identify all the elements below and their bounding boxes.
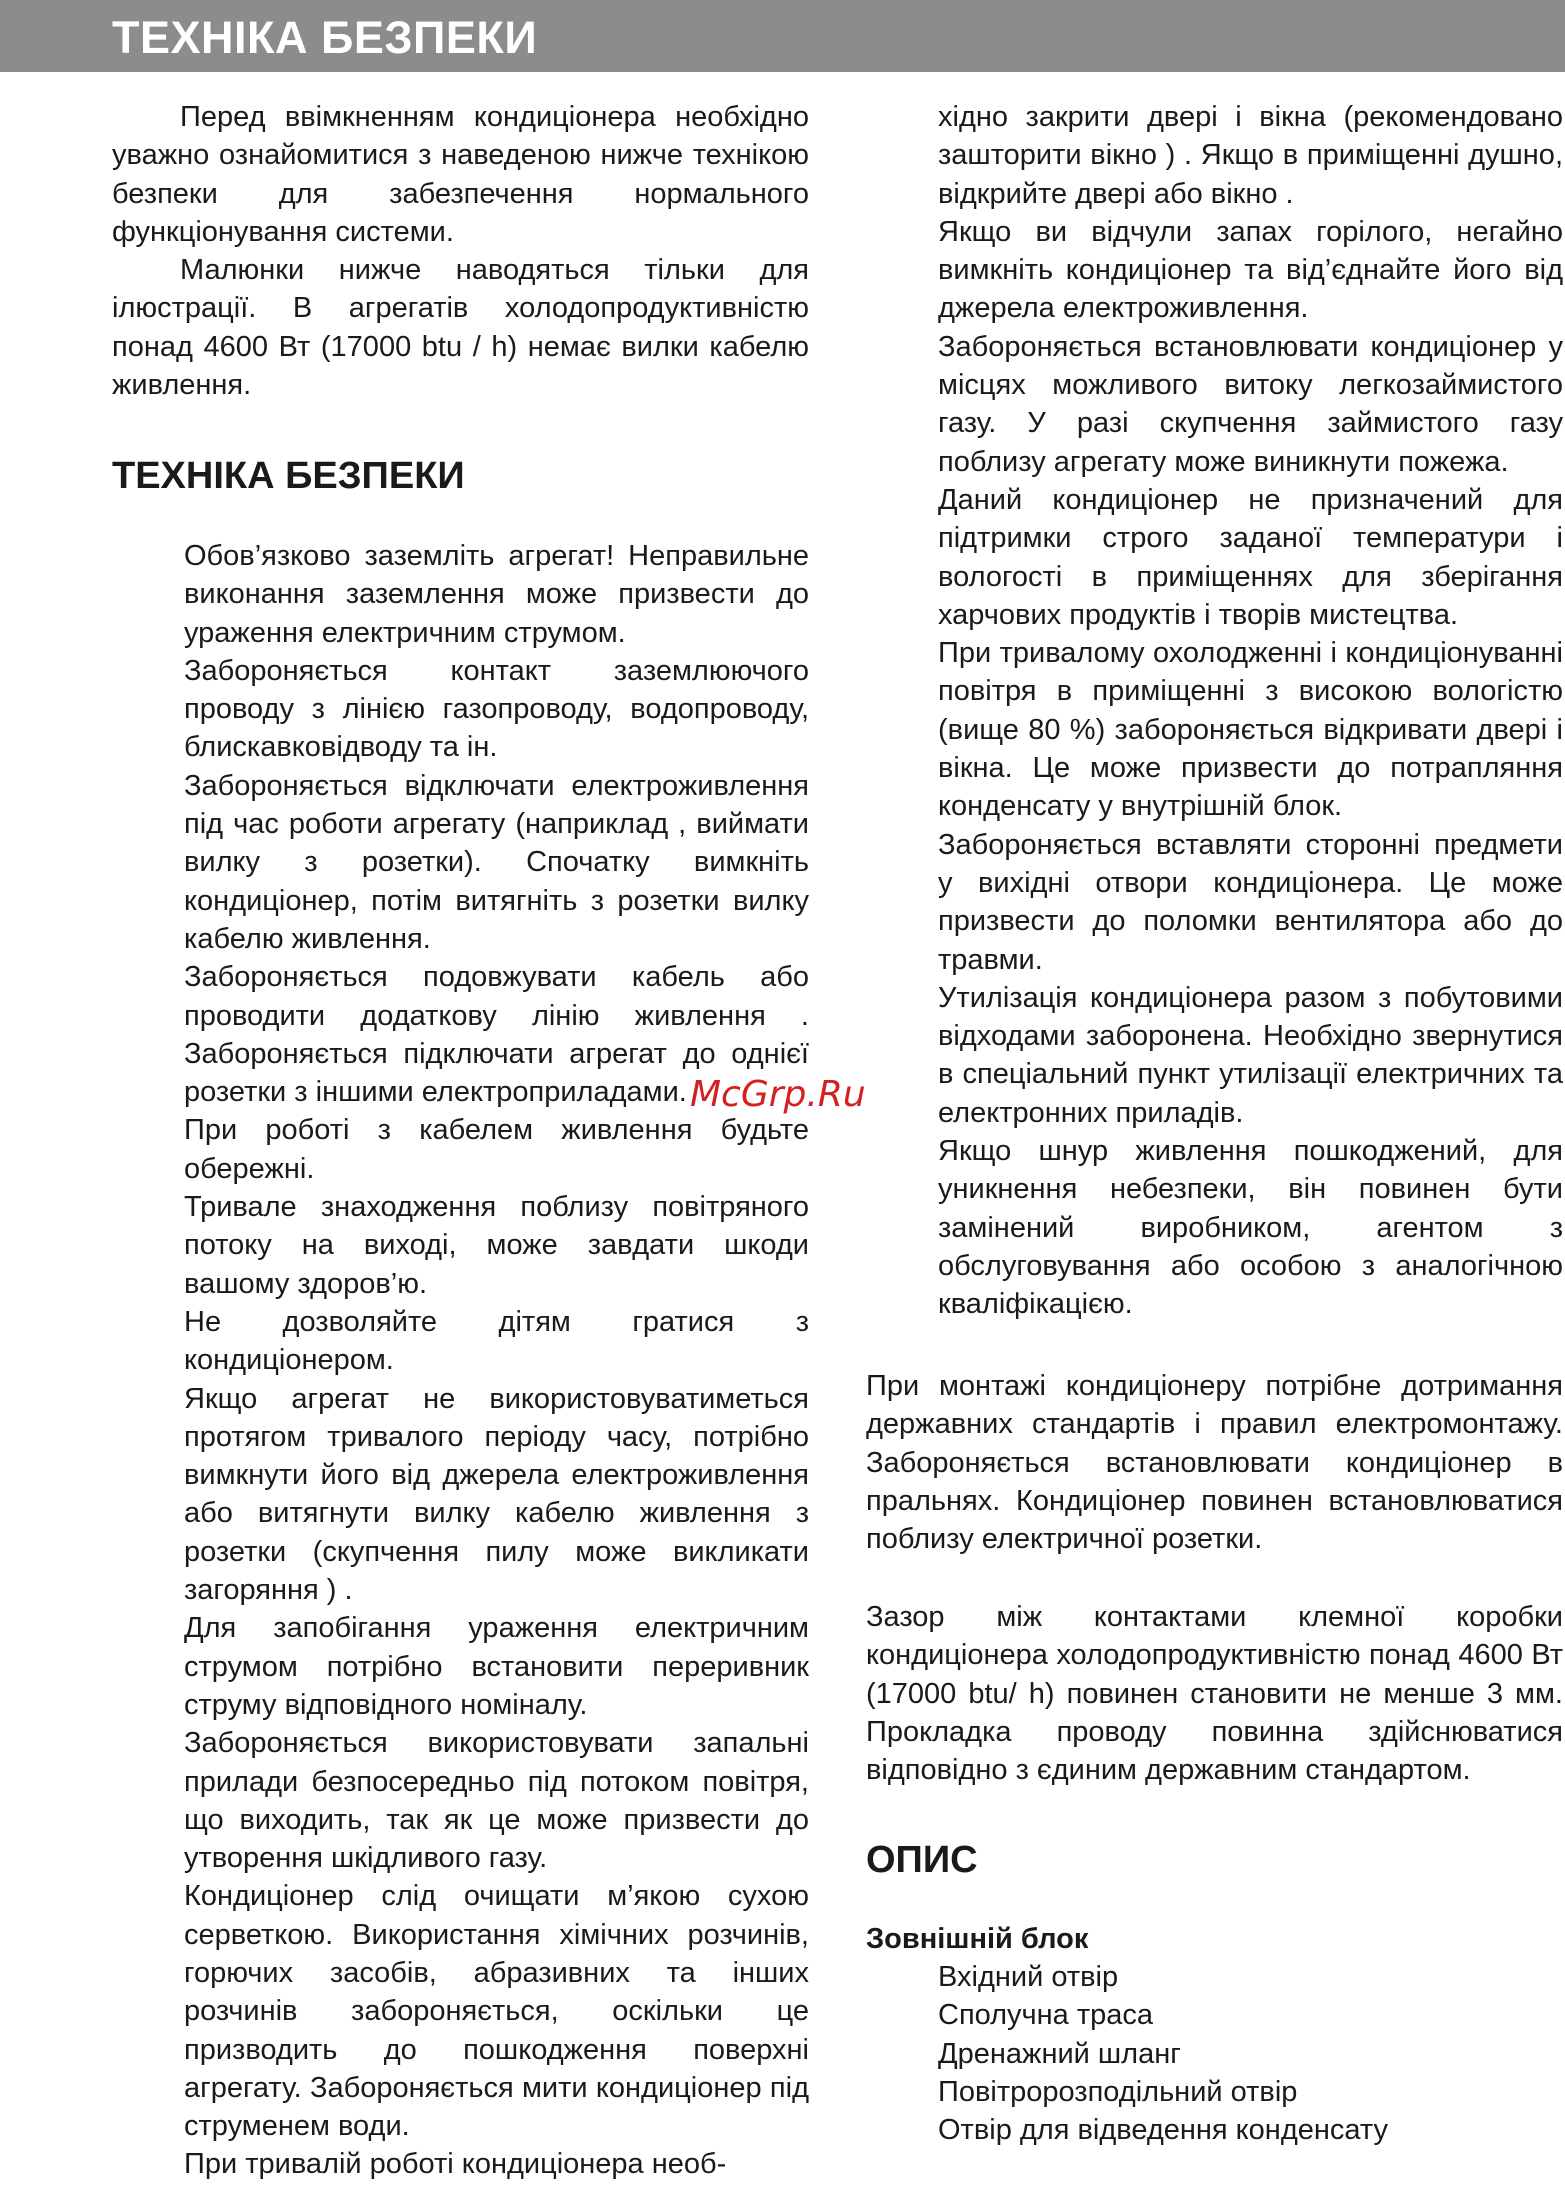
safety-item: Для запобігання ураження електричним струмом потрібно встановити переривник струму відповідного номіналу.	[184, 1612, 809, 1721]
safety-item: Якщо ви відчули запах горілого, негайно вимкніть кондиціонер та від’єднайте його від джерела електроживлення.	[938, 215, 1563, 325]
safety-item: При тривалій роботі кондиціонера необ-	[184, 2148, 727, 2181]
safety-list-right	[938, 98, 1563, 1324]
safety-item: Кондиціонер слід очищати м’якою сухою серветкою. Використання хімічних розчинів, горючих засобів, абразивних та інших розчинів забороняється, оскільки це призводить до пошкодження поверхні агрегату. Забороняється мити кондиціонер під струменем води.	[184, 1880, 809, 2143]
safety-item: Забороняється вставляти сторонні предмети у вихідні отвори кондиціонера. Це може призвести до поломки вентилятора або до травми.	[938, 828, 1563, 976]
intro-paragraph: Малюнки нижче наводяться тільки для ілюстрації. В агрегатів холодопродуктивністю понад 4600 Вт (17000 btu / h) немає вилки кабелю живлення.	[112, 254, 809, 402]
safety-item: Якщо агрегат не використовуватиметься протягом тривалого періоду часу, потрібно вимкнути його від джерела електроживлення або витягнути вилку кабелю живлення з розетки (скупчення пилу може викликати загоряння ) .	[184, 1382, 809, 1607]
safety-item: При тривалому охолодженні і кондиціонуванні повітря в приміщенні з високою вологістю (вище 80 %) забороняється відкривати двері і вікна. Це може призвести до потрапляння конденсату у внутрішній блок.	[938, 637, 1563, 823]
safety-item: Тривале знаходження поблизу повітряного потоку на виході, може завдати шкоди вашому здоров’ю.	[184, 1191, 809, 1300]
safety-item: Утилізація кондиціонера разом з побутовими відходами заборонена. Необхідно звернутися в спеціальний пункт утилізації електричних та електронних приладів.	[938, 981, 1563, 1129]
part-item: Дренажний шланг	[938, 2037, 1181, 2070]
outdoor-unit-parts-list	[938, 1958, 1388, 2149]
safety-item: Забороняється використовувати запальні прилади безпосередньо під потоком повітря, що виходить, так як це може призвести до утворення шкідливого газу.	[184, 1727, 809, 1875]
intro-paragraph: Перед ввімкненням кондиціонера необхідно уважно ознайомитися з наведеною нижче технікою безпеки для забезпечення нормального функціонування системи.	[112, 101, 809, 248]
watermark: McGrp.Ru	[690, 1074, 866, 1115]
safety-item: Забороняється встановлювати кондиціонер у місцях можливого витоку легкозаймистого газу. У разі скупчення займистого газу поблизу агрегату може виникнути пожежа.	[938, 330, 1563, 478]
safety-list-left	[184, 537, 809, 2184]
outdoor-unit-subheading: Зовнішній блок	[866, 1923, 1089, 1955]
safety-item: Даний кондиціонер не призначений для підтримки строго заданої температури і вологості в приміщеннях для зберігання харчових продуктів і творів мистецтва.	[938, 483, 1563, 631]
terminal-gap-note	[866, 1598, 1563, 1789]
note-paragraph: Зазор між контактами клемної коробки кондиціонера холодопродуктивністю понад 4600 Вт (17000 btu/ h) повинен становити не менше 3 мм. Прокладка проводу повинна здійснюватися відповідно з єдиним державним стандартом.	[866, 1601, 1563, 1787]
intro-block	[112, 98, 809, 404]
note-paragraph: При монтажі кондиціонеру потрібне дотримання державних стандартів і правил електромонтажу. Забороняється встановлювати кондиціонер в пральнях. Кондиціонер повинен встановлюватися поблизу електричної розетки.	[866, 1370, 1563, 1556]
page-title: ТЕХНІКА БЕЗПЕКИ	[112, 12, 538, 63]
safety-item: Обов’язково заземліть агрегат! Неправильне виконання заземлення може призвести до ураження електричним струмом.	[184, 540, 809, 649]
safety-item: Забороняється контакт заземлюючого проводу з лінією газопроводу, водопроводу, блискавковідводу та ін.	[184, 654, 809, 764]
safety-item: При роботі з кабелем живлення будьте обережні.	[184, 1114, 809, 1185]
part-item: Повітророзподільний отвір	[938, 2075, 1298, 2108]
safety-item: Забороняється подовжувати кабель або проводити додаткову лінію живлення . Забороняється підключати агрегат до однієї розетки з іншими електроприладами.	[184, 961, 809, 1109]
safety-item: Якщо шнур живлення пошкоджений, для уникнення небезпеки, він повинен бути замінений виробником, агентом з обслуговування або особою з аналогічною кваліфікацією.	[938, 1135, 1563, 1321]
safety-item: Не дозволяйте дітям гратися з кондиціонером.	[184, 1305, 809, 1377]
installation-note	[866, 1367, 1563, 1558]
part-item: Вхідний отвір	[938, 1961, 1119, 1993]
safety-heading: ТЕХНІКА БЕЗПЕКИ	[112, 455, 465, 497]
safety-item: Забороняється відключати електроживлення під час роботи агрегату (наприклад , виймати вилку з розетки). Спочатку вимкніть кондиціонер, потім витягніть з розетки вилку кабелю живлення.	[184, 769, 809, 955]
safety-item: хідно закрити двері і вікна (рекомендовано зашторити вікно ) . Якщо в приміщенні душно, відкрийте двері або вікно .	[938, 101, 1563, 210]
part-item: Сполучна траса	[938, 1999, 1154, 2032]
part-item: Отвір для відведення конденсату	[938, 2114, 1388, 2147]
description-heading: ОПИС	[866, 1839, 978, 1881]
